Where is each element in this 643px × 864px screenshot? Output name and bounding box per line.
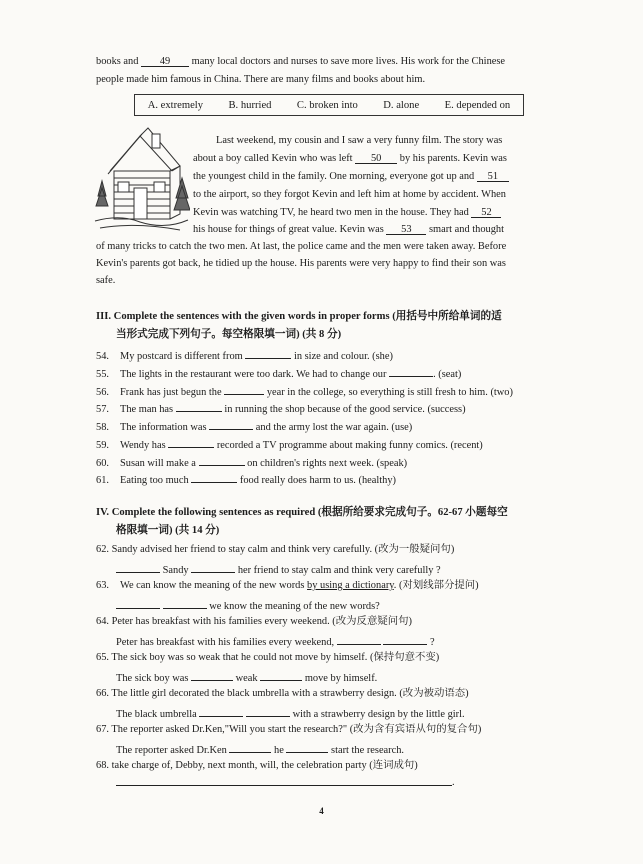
- answer-blank[interactable]: [224, 383, 264, 395]
- option: E. depended on: [444, 99, 511, 111]
- answer-blank[interactable]: [199, 705, 243, 717]
- question-64: 64. Peter has breakfast with his families every weekend. (改为反意疑问句): [96, 616, 412, 627]
- page-number: 4: [319, 806, 324, 816]
- underlined-phrase: by using a dictionary: [307, 580, 394, 591]
- question-54: 54. My postcard is different from in size and colour. (she): [96, 347, 393, 363]
- question-68: 68. take charge of, Debby, next month, will, the celebration party (连词成句): [96, 760, 418, 771]
- answer-blank[interactable]: [246, 705, 290, 717]
- passage-line: of many tricks to catch the two men. At last, the police came and the men were taken away. Before: [96, 241, 507, 252]
- question-58: 58. The information was and the army lost the war again. (use): [96, 418, 412, 434]
- question-63: 63. We can know the meaning of the new words by using a dictionary. (对划线部分提问): [96, 580, 479, 591]
- passage-line: to the airport, so they forgot Kevin and left him at home by accident. When: [193, 189, 506, 200]
- answer-blank[interactable]: [245, 347, 291, 359]
- passage-line: [193, 152, 507, 165]
- answer-blank-50[interactable]: 50: [355, 152, 397, 164]
- answer-blank-53[interactable]: 53: [386, 223, 426, 235]
- answer-blank[interactable]: [286, 741, 328, 753]
- question-56: 56. Frank has just begun the year in the college, so everything is still fresh to him. (two): [96, 383, 513, 399]
- answer-blank[interactable]: [199, 454, 245, 466]
- section-heading: III. Complete the sentences with the given words in proper forms (用括号中所给单词的适: [96, 311, 502, 322]
- question-61: 61. Eating too much food really does harm to us. (healthy): [96, 471, 396, 487]
- question-62: 62. Sandy advised her friend to stay calm and think very carefully. (改为一般疑问句): [96, 544, 455, 555]
- question-59: 59. Wendy has recorded a TV programme about making funny comics. (recent): [96, 436, 483, 452]
- word-options-box: [134, 94, 524, 116]
- question-60: 60. Susan will make a on children's rights next week. (speak): [96, 454, 407, 470]
- section-heading: 格限填一词) (共 14 分): [116, 525, 220, 536]
- passage-line: [193, 206, 501, 219]
- answer-blank[interactable]: [337, 633, 381, 645]
- question-67: 67. The reporter asked Dr.Ken,"Will you start the research?" (改为含有宾语从句的复合句): [96, 724, 482, 735]
- text: by his parents. Kevin was: [399, 153, 507, 164]
- answer-line-68[interactable]: [116, 785, 452, 786]
- text: books and: [96, 56, 139, 67]
- passage-line: [193, 170, 509, 183]
- passage-line: people made him famous in China. There are many films and books about him.: [96, 74, 426, 85]
- passage-line: [96, 55, 505, 68]
- answer-blank[interactable]: [116, 561, 160, 573]
- question-57: 57. The man has in running the shop because of the good service. (success): [96, 400, 466, 416]
- passage-line: Last weekend, my cousin and I saw a very funny film. The story was: [216, 135, 503, 146]
- option: B. hurried: [228, 99, 272, 111]
- answer-line-67: The reporter asked Dr.Ken he start the research.: [116, 741, 404, 757]
- answer-line-65: The sick boy was weak move by himself.: [116, 669, 377, 685]
- section-heading: IV. Complete the following sentences as required (根据所给要求完成句子。62-67 小题每空: [96, 507, 508, 518]
- period: .: [452, 777, 455, 788]
- passage-line: Kevin's parents got back, he tidied up the house. His parents were very happy to find their son was: [96, 258, 506, 269]
- answer-blank[interactable]: [209, 418, 253, 430]
- answer-line-64: Peter has breakfast with his families every weekend, ?: [116, 633, 435, 649]
- section-heading: 当形式完成下列句子。每空格限填一词) (共 8 分): [116, 329, 342, 340]
- answer-blank[interactable]: [191, 669, 233, 681]
- text: the youngest child in the family. One morning, everyone got up and: [193, 171, 475, 182]
- answer-blank[interactable]: [191, 561, 235, 573]
- option: A. extremely: [147, 99, 204, 111]
- log-cabin-illustration: [90, 126, 190, 236]
- answer-blank-49[interactable]: 49: [141, 55, 189, 67]
- answer-blank[interactable]: [191, 471, 237, 483]
- answer-line-66: The black umbrella with a strawberry design by the little girl.: [116, 705, 465, 721]
- option: C. broken into: [296, 99, 358, 111]
- answer-blank[interactable]: [116, 597, 160, 609]
- answer-blank[interactable]: [383, 633, 427, 645]
- answer-blank[interactable]: [163, 597, 207, 609]
- answer-blank[interactable]: [168, 436, 214, 448]
- option: D. alone: [383, 99, 420, 111]
- text: many local doctors and nurses to save more lives. His work for the Chinese: [191, 56, 506, 67]
- answer-blank[interactable]: [260, 669, 302, 681]
- passage-line: [193, 223, 504, 236]
- answer-blank-51[interactable]: 51: [477, 170, 509, 182]
- answer-line-62: Sandy her friend to stay calm and think very carefully ?: [116, 561, 441, 577]
- answer-blank[interactable]: [389, 365, 433, 377]
- answer-line-63: we know the meaning of the new words?: [116, 597, 380, 613]
- answer-blank[interactable]: [176, 400, 222, 412]
- answer-blank[interactable]: [229, 741, 271, 753]
- question-55: 55. The lights in the restaurant were too dark. We had to change our . (seat): [96, 365, 461, 381]
- text: smart and thought: [428, 224, 505, 235]
- text: Kevin was watching TV, he heard two men in the house. They had: [193, 207, 469, 218]
- text: about a boy called Kevin who was left: [193, 153, 353, 164]
- answer-blank-52[interactable]: 52: [471, 206, 501, 218]
- passage-line: safe.: [96, 275, 116, 286]
- text: his house for things of great value. Kevin was: [193, 224, 384, 235]
- question-65: 65. The sick boy was so weak that he could not move by himself. (保持句意不变): [96, 652, 440, 663]
- question-66: 66. The little girl decorated the black umbrella with a strawberry design. (改为被动语态): [96, 688, 469, 699]
